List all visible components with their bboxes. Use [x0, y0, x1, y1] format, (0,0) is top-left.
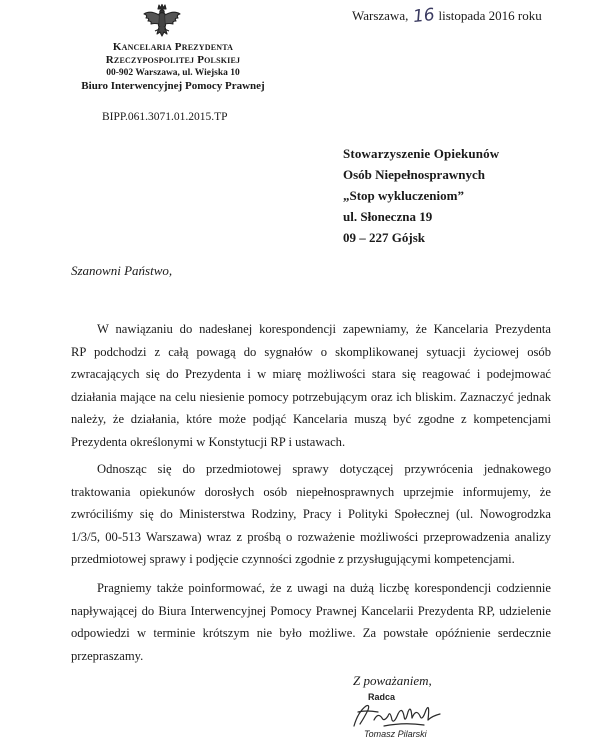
paragraph-line: działania mające na celu niesienie pomocy potrzebującym oraz ich bliskim. Zaznaczyć jednak — [71, 389, 551, 404]
office-line-1: Kancelaria Prezydenta — [112, 41, 234, 53]
recipient-postal: 09 – 227 Gójsk — [343, 230, 425, 245]
handwritten-day: 16 — [411, 4, 436, 28]
date-line — [352, 4, 542, 28]
place-label: Warszawa, — [352, 8, 409, 23]
paragraph-line: przedmiotowej sprawy i podjęcie czynności zgodnie z przysługującymi kompetencjami. — [71, 552, 515, 566]
recipient-block — [343, 143, 499, 248]
salutation: Szanowni Państwo, — [71, 263, 173, 278]
signatory-name: Tomasz Pilarski — [364, 729, 427, 739]
reference-number: BIPP.061.3071.01.2015.TP — [102, 111, 228, 123]
body-paragraph-2 — [71, 458, 551, 571]
paragraph-line: Prezydenta określonymi w Konstytucji RP i ustawach. — [71, 434, 346, 449]
office-department: Biuro Interwencyjnej Pomocy Prawnej — [81, 80, 265, 92]
paragraph-line: 1/3/5, 00-513 Warszawa) wraz z prośbą o rozważenie możliwości przeprowadzenia analizy — [71, 529, 551, 544]
paragraph-line: zwracających się do Prezydenta i w miarę możliwości stara się reagować i podejmować — [71, 367, 551, 381]
recipient-line-3: „Stop wykluczeniom” — [343, 188, 464, 203]
paragraph-line: RP podchodzi z całą powagą do sygnałów o skomplikowanej sytuacji życiowej osób — [71, 344, 551, 359]
office-line-2: Rzeczypospolitej Polskiej — [105, 54, 241, 66]
paragraph-line: należy, że działania, które może podjąć Kancelaria muszą być zgodne z kompetencjami — [71, 412, 551, 426]
date-suffix: listopada 2016 roku — [438, 8, 542, 23]
closing-regards: Z poważaniem, — [353, 673, 432, 688]
paragraph-line: W nawiązaniu do nadesłanej korespondencji zapewniamy, że Kancelaria Prezydenta — [97, 322, 551, 336]
paragraph-line: traktowania opiekunów dorosłych osób niepełnosprawnych uprzejmie informujemy, że — [71, 484, 551, 499]
sender-office-block — [78, 41, 268, 93]
paragraph-line: napływającej do Biura Interwencyjnej Pomocy Prawnej Kancelarii Prezydenta RP, udzielenie — [71, 603, 551, 618]
paragraph-line: przepraszamy. — [71, 648, 144, 663]
paragraph-line: Pragniemy także poinformować, że z uwagi na dużą liczbę korespondencji codziennie — [97, 581, 551, 595]
paragraph-line: zwróciliśmy się do Ministerstwa Rodziny, Pracy i Polityki Społecznej (ul. Nowogrodzka — [71, 507, 551, 521]
signatory-title: Radca — [368, 692, 396, 702]
paragraph-line: odpowiedzi w terminie krótszym nie było możliwe. Za powstałe opóźnienie serdecznie — [71, 626, 551, 640]
body-paragraph-3 — [71, 577, 551, 667]
recipient-street: ul. Słoneczna 19 — [343, 209, 433, 224]
eagle-emblem-icon — [140, 2, 184, 42]
recipient-line-1: Stowarzyszenie Opiekunów — [343, 146, 500, 161]
recipient-line-2: Osób Niepełnosprawnych — [343, 167, 485, 182]
signature-icon — [344, 698, 452, 732]
body-paragraph-1 — [71, 318, 551, 453]
office-address: 00-902 Warszawa, ul. Wiejska 10 — [106, 68, 240, 78]
paragraph-line: Odnosząc się do przedmiotowej sprawy dotyczącej przywrócenia jednakowego — [97, 462, 551, 476]
